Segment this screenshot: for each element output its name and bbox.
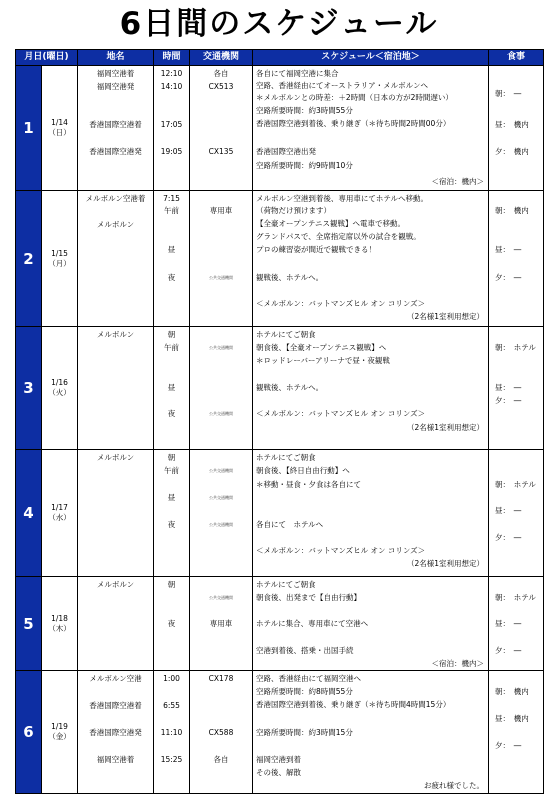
transport-text: 公共交通機関 <box>209 495 234 500</box>
schedule-line: ＜メルボルン：バットマンズヒル オン コリンズ＞ <box>256 546 426 555</box>
transport-text: 専用車 <box>209 206 233 215</box>
day-row <box>16 450 544 577</box>
schedule-line: 空路所要時間：約3時間15分 <box>256 728 353 737</box>
schedule-line: 香港国際空港到着後、乗り継ぎ（＊待ち時間4時間15分） <box>256 700 451 709</box>
transport-text: CX513 <box>208 82 234 91</box>
time-text: 午前 <box>164 466 180 475</box>
meal-line: 昼： 機内 <box>495 714 529 723</box>
schedule-line: 空路所要時間：約3時間55分 <box>256 106 353 115</box>
schedule-table <box>15 49 544 794</box>
meal-line: 朝： 機内 <box>495 687 529 696</box>
day-number: 1 <box>16 66 42 191</box>
time-text: 朝 <box>167 330 176 339</box>
date-value: 1/14 <box>51 118 68 127</box>
place-cell <box>78 327 154 450</box>
schedule-line: 朝食後、【終日自由行動】へ <box>256 466 350 475</box>
time-cell <box>154 191 190 327</box>
schedule-line: ＊ロッドレーバーアリーナで昼・夜観戦 <box>256 356 390 365</box>
schedule-line: 朝食後、出発まで【自由行動】 <box>256 593 362 602</box>
schedule-line: 朝食後、【全豪オープンテニス観戦】へ <box>256 343 387 352</box>
day-number: 2 <box>16 191 42 327</box>
place-cell <box>78 577 154 671</box>
transport-cell <box>190 327 253 450</box>
schedule-cell <box>253 671 489 794</box>
time-text: 昼 <box>167 245 176 254</box>
schedule-line: 観戦後、ホテルへ。 <box>256 273 324 282</box>
meal-line: 朝： 機内 <box>495 206 529 215</box>
day-date <box>42 671 78 794</box>
date-value: 1/16 <box>51 378 68 387</box>
transport-text: 公共交通機関 <box>209 595 234 600</box>
schedule-cell <box>253 577 489 671</box>
time-text: 夜 <box>167 273 176 282</box>
date-value: 1/19 <box>51 722 68 731</box>
day-row <box>16 66 544 191</box>
weekday-value: （日） <box>48 128 71 137</box>
place-text: メルボルン <box>96 580 135 589</box>
schedule-line: （2名様1室利用想定） <box>406 559 485 568</box>
schedule-line: 香港国際空港出発 <box>256 147 317 156</box>
time-text: 夜 <box>167 520 176 529</box>
header-time: 時間 <box>154 50 190 66</box>
schedule-line: ホテルにてご朝食 <box>256 580 316 589</box>
schedule-line: 空路所要時間：約8時間55分 <box>256 687 353 696</box>
meals-cell <box>489 450 544 577</box>
schedule-line: ＊移動・昼食・夕食は各自にて <box>256 480 362 489</box>
place-text: メルボルン空港着 <box>85 194 146 203</box>
transport-cell <box>190 66 253 191</box>
transport-cell <box>190 671 253 794</box>
time-text: 朝 <box>167 453 176 462</box>
place-text: メルボルン <box>96 330 135 339</box>
place-cell <box>78 671 154 794</box>
schedule-line: ＜メルボルン：バットマンズヒル オン コリンズ＞ <box>256 409 426 418</box>
place-text: 香港国際空港発 <box>89 147 142 156</box>
schedule-line: 香港国際空港到着後、乗り継ぎ（＊待ち時間2時間00分） <box>256 119 451 128</box>
date-value: 1/15 <box>51 248 68 258</box>
schedule-line: ホテルにてご朝食 <box>256 330 316 339</box>
meal-line: 昼： ― <box>495 245 522 254</box>
time-text: 17:05 <box>160 120 183 129</box>
time-text: 7:15 <box>163 194 180 203</box>
schedule-line: 福岡空港到着 <box>256 755 302 764</box>
transport-text: 公共交通機関 <box>209 345 234 350</box>
weekday-value: （火） <box>48 388 71 397</box>
time-text: 午前 <box>164 343 180 352</box>
meal-line: 昼： ― <box>495 383 522 392</box>
weekday-value: （月） <box>48 258 71 268</box>
header-schedule: スケジュール＜宿泊地＞ <box>253 50 489 66</box>
day-date <box>42 450 78 577</box>
meal-line: 朝： ホテル <box>495 593 536 602</box>
schedule-line: ＜宿泊：機内＞ <box>431 177 485 186</box>
time-text: 夜 <box>167 409 176 418</box>
schedule-line: ホテルに集合、専用車にて空港へ <box>256 619 369 628</box>
place-cell <box>78 191 154 327</box>
header-row <box>16 50 544 66</box>
meals-cell <box>489 327 544 450</box>
transport-cell <box>190 450 253 577</box>
schedule-line: ホテルにてご朝食 <box>256 453 316 462</box>
transport-text: 専用車 <box>209 619 233 628</box>
meal-line: 夕： ― <box>495 533 522 542</box>
time-text: 12:10 <box>160 69 183 78</box>
schedule-line: 【全豪オープンテニス観戦】へ電車で移動。 <box>256 219 406 228</box>
place-cell <box>78 66 154 191</box>
meal-line: 昼： ― <box>495 506 522 515</box>
meal-line: 朝： ホテル <box>495 480 536 489</box>
schedule-line: ＊メルボルンとの時差：＋2時間（日本の方が2時間遅い） <box>256 93 453 102</box>
page-title: 6日間のスケジュール <box>119 6 439 42</box>
header-meals: 食事 <box>489 50 544 66</box>
schedule-line: （2名様1室利用想定） <box>406 423 485 432</box>
time-text: 昼 <box>167 493 176 502</box>
schedule-line: 空路、香港経由にてオーストラリア・メルボルンへ <box>256 81 428 90</box>
place-text: 福岡空港着 <box>96 755 135 764</box>
schedule-cell <box>253 191 489 327</box>
transport-text: 各自 <box>213 755 229 764</box>
place-text: 香港国際空港着 <box>89 701 142 710</box>
schedule-cell <box>253 327 489 450</box>
transport-cell <box>190 191 253 327</box>
schedule-line: プロの練習姿が間近で観戦できる！ <box>256 245 377 254</box>
weekday-value: （木） <box>48 623 71 633</box>
meals-cell <box>489 191 544 327</box>
time-text: 朝 <box>167 580 176 589</box>
day-row <box>16 191 544 327</box>
schedule-line: （荷物だけ預けます） <box>256 206 332 215</box>
schedule-line: メルボルン空港到着後、専用車にてホテルへ移動。 <box>256 194 428 203</box>
time-cell <box>154 577 190 671</box>
schedule-line: 空路所要時間：約9時間10分 <box>256 161 353 170</box>
schedule-line: 空路、香港経由にて福岡空港へ <box>256 674 362 683</box>
day-row <box>16 671 544 794</box>
schedule-line: グランドパスで、全席指定席以外の試合を観戦。 <box>256 232 421 241</box>
schedule-line: ＜宿泊：機内＞ <box>431 659 485 668</box>
meal-line: 朝： ホテル <box>495 343 536 352</box>
meal-line: 夕： ― <box>495 646 522 655</box>
place-text: 福岡空港着 <box>96 69 135 78</box>
meal-line: 夕： ― <box>495 741 522 750</box>
day-number: 3 <box>16 327 42 450</box>
header-date: 月日(曜日) <box>16 50 78 66</box>
meal-line: 昼： 機内 <box>495 120 529 129</box>
transport-text: 公共交通機関 <box>209 468 234 473</box>
date-value: 1/17 <box>51 503 68 512</box>
place-text: 香港国際空港発 <box>89 728 142 737</box>
meals-cell <box>489 66 544 191</box>
day-date <box>42 577 78 671</box>
day-row <box>16 327 544 450</box>
day-date <box>42 327 78 450</box>
transport-text: 公共交通機関 <box>209 411 234 416</box>
schedule-line: ＜メルボルン：バットマンズヒル オン コリンズ＞ <box>256 299 426 308</box>
schedule-line: 各自にて福岡空港に集合 <box>256 69 339 78</box>
schedule-line: 空港到着後、搭乗・出国手続 <box>256 646 354 655</box>
place-text: 福岡空港発 <box>96 82 135 91</box>
meals-cell <box>489 671 544 794</box>
schedule-line: （2名様1室利用想定） <box>406 312 485 321</box>
time-cell <box>154 66 190 191</box>
meal-line: 夕： ― <box>495 396 522 405</box>
schedule-line: お疲れ様でした。 <box>424 781 485 790</box>
meals-cell <box>489 577 544 671</box>
place-text: メルボルン空港 <box>89 674 142 683</box>
day-number: 6 <box>16 671 42 794</box>
time-cell <box>154 327 190 450</box>
schedule-line: その後、解散 <box>256 768 302 777</box>
transport-text: CX135 <box>208 147 234 156</box>
time-text: 19:05 <box>160 147 183 156</box>
header-transport: 交通機関 <box>190 50 253 66</box>
meal-line: 朝： ― <box>495 89 522 98</box>
transport-text: CX588 <box>208 728 234 737</box>
time-cell <box>154 450 190 577</box>
transport-text: CX178 <box>208 674 234 683</box>
schedule-cell <box>253 450 489 577</box>
place-text: メルボルン <box>96 220 135 229</box>
place-text: 香港国際空港着 <box>89 120 142 129</box>
meal-line: 昼： ― <box>495 619 522 628</box>
place-text: メルボルン <box>96 453 135 462</box>
schedule-cell <box>253 66 489 191</box>
meal-line: 夕： ― <box>495 273 522 282</box>
time-text: 6:55 <box>163 701 180 710</box>
schedule-line: 各自にて ホテルへ <box>256 520 324 529</box>
time-text: 14:10 <box>160 82 183 91</box>
day-row <box>16 577 544 671</box>
day-number: 5 <box>16 577 42 671</box>
time-text: 夜 <box>167 619 176 628</box>
place-cell <box>78 450 154 577</box>
transport-text: 公共交通機関 <box>209 522 234 527</box>
time-text: 昼 <box>167 383 176 392</box>
transport-text: 公共交通機関 <box>209 275 234 280</box>
time-text: 午前 <box>164 206 180 215</box>
day-date <box>42 191 78 327</box>
meal-line: 夕： 機内 <box>495 147 529 156</box>
header-place: 地名 <box>78 50 154 66</box>
weekday-value: （水） <box>48 513 71 522</box>
transport-cell <box>190 577 253 671</box>
time-text: 15:25 <box>160 755 183 764</box>
schedule-line: 観戦後、ホテルへ。 <box>256 383 324 392</box>
date-value: 1/18 <box>51 613 68 623</box>
day-number: 4 <box>16 450 42 577</box>
weekday-value: （金） <box>48 732 71 741</box>
time-cell <box>154 671 190 794</box>
time-text: 11:10 <box>160 728 183 737</box>
time-text: 1:00 <box>163 674 180 683</box>
day-date <box>42 66 78 191</box>
transport-text: 各自 <box>213 69 229 78</box>
